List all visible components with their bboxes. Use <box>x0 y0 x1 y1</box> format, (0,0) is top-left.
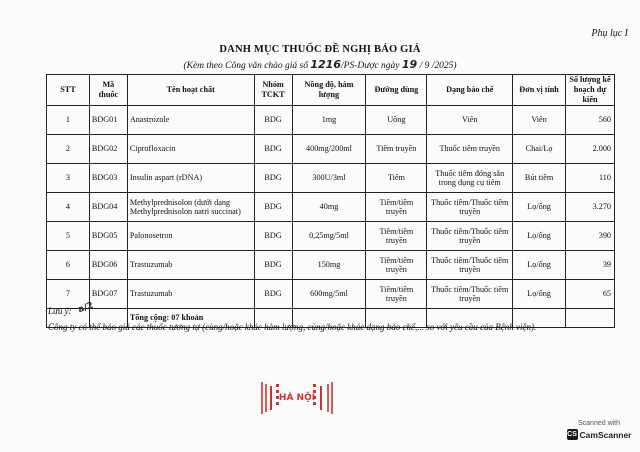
cell-group: BDG <box>254 164 292 193</box>
cell-code: BDG03 <box>89 164 127 193</box>
cell-ingredient: Trastuzumab <box>127 280 254 309</box>
cell-route: Tiêm <box>366 164 427 193</box>
table-row <box>47 193 615 222</box>
cell-strength: 40mg <box>292 193 366 222</box>
camscanner-watermark <box>566 420 632 440</box>
handwritten-day: 19 <box>401 58 418 71</box>
cell-group: BDG <box>254 280 292 309</box>
subtitle-middle: /PS-Dược ngày <box>341 61 400 71</box>
cell-stt: 2 <box>47 135 90 164</box>
cell-stt: 3 <box>47 164 90 193</box>
cell-strength: 600mg/5ml <box>292 280 366 309</box>
cell-ingredient: Ciprofloxacin <box>127 135 254 164</box>
red-stamp-icon <box>258 380 336 416</box>
cell-code: BDG02 <box>89 135 127 164</box>
cell-route: Uống <box>366 106 427 135</box>
cell-stt: 6 <box>47 251 90 280</box>
cell-stt: 7 <box>47 280 90 309</box>
cell-stt: 5 <box>47 222 90 251</box>
cell-group: BDG <box>254 251 292 280</box>
header-cell: Tên hoạt chất <box>127 75 254 106</box>
cell-quantity: 39 <box>566 251 615 280</box>
note-label: Lưu ý: <box>48 306 72 316</box>
header-cell: Dạng bào chế <box>427 75 513 106</box>
drug-table <box>46 74 615 328</box>
cell-form: Thuốc tiêm/Thuốc tiêm truyền <box>427 222 513 251</box>
cell-unit: Lọ/ống <box>513 280 566 309</box>
cell-form: Viên <box>427 106 513 135</box>
camscanner-logo-icon: CS <box>567 431 577 438</box>
cell-unit: Lọ/ống <box>513 251 566 280</box>
header-cell: Số lượng kế hoạch dự kiến <box>566 75 615 106</box>
header-cell: STT <box>47 75 90 106</box>
cell-form: Thuốc tiêm/Thuốc tiêm truyền <box>427 280 513 309</box>
cell-strength: 300U/3ml <box>292 164 366 193</box>
cell-route: Tiêm/tiêm truyền <box>366 251 427 280</box>
cell-ingredient: Insulin aspart (rDNA) <box>127 164 254 193</box>
document-subtitle <box>0 58 640 71</box>
total-label: Tổng cộng: 07 khoản <box>127 309 254 328</box>
cell-strength: 0,25mg/5ml <box>292 222 366 251</box>
cell-form: Thuốc tiêm/Thuốc tiêm truyền <box>427 251 513 280</box>
cell-strength: 150mg <box>292 251 366 280</box>
cell-ingredient: Palonosetron <box>127 222 254 251</box>
cell-group: BDG <box>254 106 292 135</box>
cell-route: Tiêm truyền <box>366 135 427 164</box>
cell-code: BDG04 <box>89 193 127 222</box>
subtitle-prefix: (Kèm theo Công văn chào giá số <box>183 61 308 71</box>
cell-ingredient: Trastuzumab <box>127 251 254 280</box>
cell-unit: Lọ/ống <box>513 193 566 222</box>
cell-quantity: 2.000 <box>566 135 615 164</box>
subtitle-suffix: / 9 /2025) <box>419 61 457 71</box>
cell-group: BDG <box>254 193 292 222</box>
table-row <box>47 222 615 251</box>
table-row <box>47 106 615 135</box>
cell-ingredient: Anastrozole <box>127 106 254 135</box>
note-statement: Công ty có thể báo giá các thuốc tương tự (cùng/hoặc khác hàm lượng, cùng/hoặc khác dạng bào chế,... so với yêu cầu của Bệnh viện). <box>48 322 537 332</box>
cell-form: Thuốc tiêm truyền <box>427 135 513 164</box>
cell-code: BDG01 <box>89 106 127 135</box>
table-row <box>47 164 615 193</box>
total-blank-cell <box>566 309 615 328</box>
cell-group: BDG <box>254 222 292 251</box>
cell-unit: Lọ/ống <box>513 222 566 251</box>
cell-unit: Viên <box>513 106 566 135</box>
cell-unit: Chai/Lọ <box>513 135 566 164</box>
table-row <box>47 135 615 164</box>
cell-quantity: 560 <box>566 106 615 135</box>
table-row <box>47 251 615 280</box>
cell-code: BDG05 <box>89 222 127 251</box>
cell-form: Thuốc tiêm đóng sẵn trong dụng cụ tiêm <box>427 164 513 193</box>
header-cell: Mã thuốc <box>89 75 127 106</box>
cell-strength: 400mg/200ml <box>292 135 366 164</box>
cell-ingredient: Methylprednisolon (dưới dạng Methylprednisolon natri succinat) <box>127 193 254 222</box>
cell-quantity: 65 <box>566 280 615 309</box>
annex-label: Phụ lục I <box>591 28 628 39</box>
cell-code: BDG06 <box>89 251 127 280</box>
cell-stt: 4 <box>47 193 90 222</box>
cell-strength: 1mg <box>292 106 366 135</box>
document-title: DANH MỤC THUỐC ĐỀ NGHỊ BÁO GIÁ <box>219 44 421 55</box>
cell-code: BDG07 <box>89 280 127 309</box>
header-cell: Đường dùng <box>366 75 427 106</box>
cell-quantity: 3.270 <box>566 193 615 222</box>
cell-route: Tiêm/tiêm truyền <box>366 222 427 251</box>
cell-route: Tiêm/tiêm truyền <box>366 193 427 222</box>
cell-stt: 1 <box>47 106 90 135</box>
header-cell: Nồng độ, hàm lượng <box>292 75 366 106</box>
scanned-with-label: Scanned with <box>577 420 621 427</box>
cell-route: Tiêm/tiêm truyền <box>366 280 427 309</box>
camscanner-brand: CamScanner <box>579 429 632 440</box>
cell-quantity: 390 <box>566 222 615 251</box>
cell-unit: Bút tiêm <box>513 164 566 193</box>
cell-group: BDG <box>254 135 292 164</box>
header-cell: Đơn vị tính <box>513 75 566 106</box>
table-header-row <box>47 75 615 106</box>
cell-quantity: 110 <box>566 164 615 193</box>
table-row <box>47 280 615 309</box>
handwritten-mark: a/2 <box>76 300 95 316</box>
handwritten-doc-number: 1216 <box>310 58 341 71</box>
cell-form: Thuốc tiêm/Thuốc tiêm truyền <box>427 193 513 222</box>
stamp-text: HÀ NỘI <box>278 393 316 403</box>
header-cell: Nhóm TCKT <box>254 75 292 106</box>
